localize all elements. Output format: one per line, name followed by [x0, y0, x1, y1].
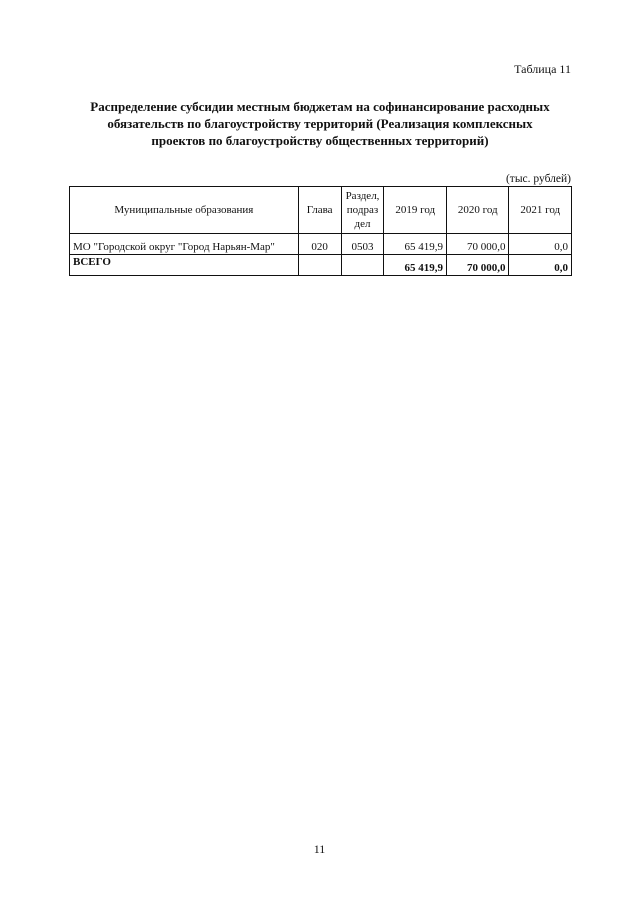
total-glava-empty	[298, 255, 341, 276]
page-number: 11	[313, 842, 326, 856]
total-2019: 65 419,9	[384, 255, 447, 276]
header-razdel-line: Раздел,	[345, 190, 380, 202]
header-razdel-line: дел	[354, 218, 371, 230]
cell-glava: 020	[298, 234, 341, 255]
header-glava: Глава	[298, 187, 341, 234]
total-razdel-empty	[341, 255, 384, 276]
header-2020: 2020 год	[446, 187, 509, 234]
table-header-row	[70, 187, 572, 234]
total-label: ВСЕГО	[70, 255, 299, 276]
document-title	[60, 98, 580, 149]
title-line: Распределение субсидии местным бюджетам на софинансирование расходных	[90, 99, 550, 114]
cell-2020: 70 000,0	[446, 234, 509, 255]
header-municipality: Муниципальные образования	[70, 187, 299, 234]
units-label: (тыс. рублей)	[505, 173, 571, 185]
cell-2019: 65 419,9	[384, 234, 447, 255]
header-2021: 2021 год	[509, 187, 572, 234]
cell-razdel: 0503	[341, 234, 384, 255]
header-2019: 2019 год	[384, 187, 447, 234]
cell-2021: 0,0	[509, 234, 572, 255]
title-line: обязательств по благоустройству территорий (Реализация комплексных	[107, 116, 533, 131]
table-row	[70, 234, 572, 255]
subsidy-table	[69, 186, 572, 276]
total-2020: 70 000,0	[446, 255, 509, 276]
table-number: Таблица 11	[514, 62, 571, 76]
cell-municipality: МО "Городской округ "Город Нарьян-Мар"	[70, 234, 299, 255]
total-2021: 0,0	[509, 255, 572, 276]
table-total-row	[70, 255, 572, 276]
title-line: проектов по благоустройству общественных территорий)	[151, 133, 489, 148]
header-razdel	[341, 187, 384, 234]
header-razdel-line: подраз	[346, 204, 379, 216]
